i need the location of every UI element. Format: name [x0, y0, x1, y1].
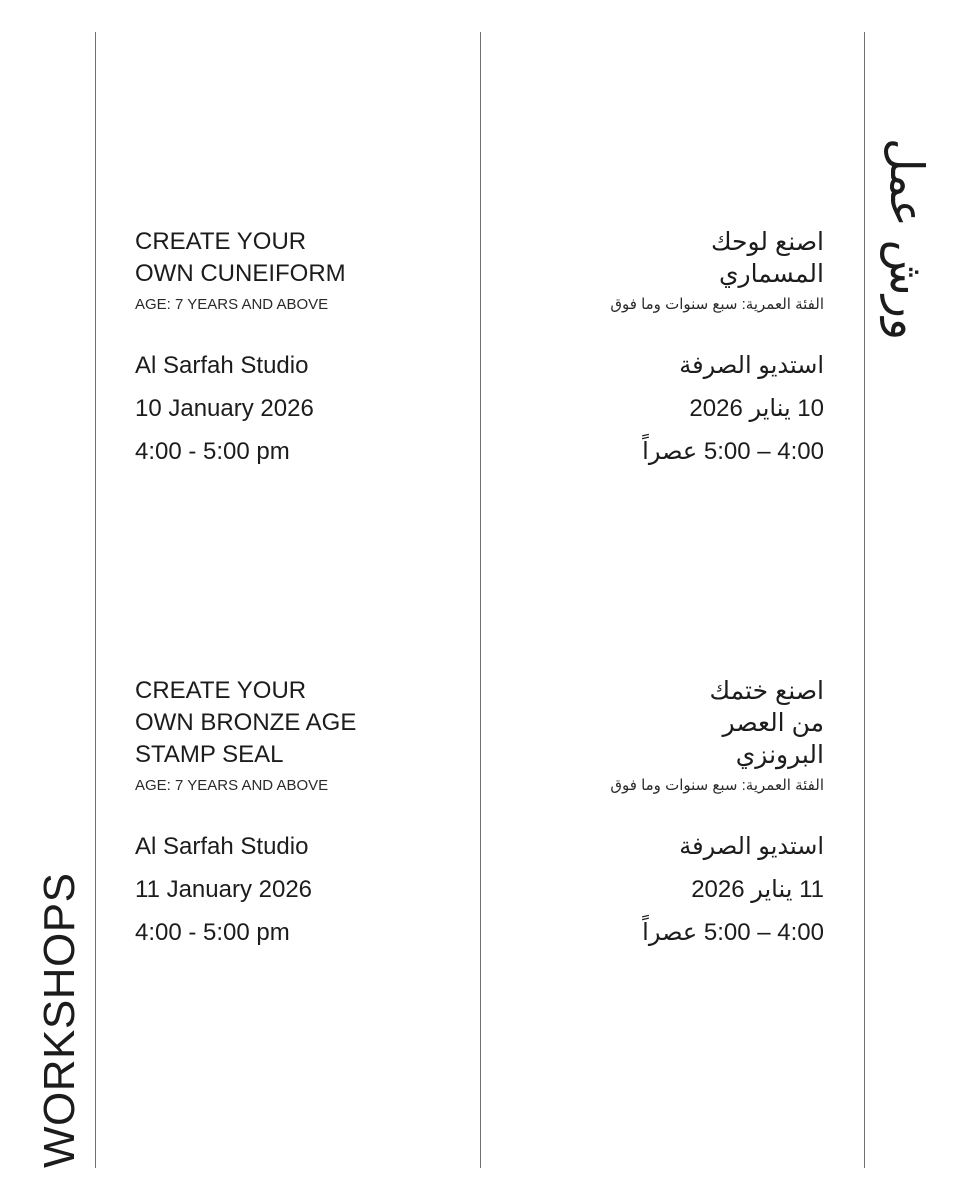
- workshop-2-en: [135, 675, 465, 964]
- time: 4:00 - 5:00 pm: [135, 919, 290, 946]
- age-label-ar: الفئة العمرية: سبع سنوات وما فوق: [610, 296, 824, 313]
- venue-ar: استديو الصرفة: [679, 833, 824, 860]
- age-label: AGE: 7 YEARS AND ABOVE: [135, 296, 329, 313]
- age-label: AGE: 7 YEARS AND ABOVE: [135, 777, 329, 794]
- workshop-2-ar: [504, 675, 824, 964]
- workshop-title: CREATE YOUR OWN BRONZE AGE STAMP SEAL: [135, 677, 357, 768]
- workshop-title-ar: اصنع ختمك من العصر البرونزي: [709, 677, 824, 769]
- workshop-details-ar: [504, 354, 824, 464]
- section-title-en: WORKSHOPS: [35, 872, 84, 1168]
- workshop-1-ar: [504, 226, 824, 483]
- divider-middle: [480, 32, 481, 1168]
- time-ar: 4:00 – 5:00 عصراً: [642, 919, 824, 946]
- workshop-details-ar: [504, 835, 824, 945]
- date: 11 January 2026: [135, 876, 313, 903]
- venue-ar: استديو الصرفة: [679, 352, 824, 379]
- age-label-ar: الفئة العمرية: سبع سنوات وما فوق: [610, 777, 824, 794]
- venue: Al Sarfah Studio: [135, 352, 309, 379]
- section-title-ar: ورش عمل: [881, 138, 933, 341]
- workshop-title-ar: اصنع لوحك المسماري: [710, 228, 824, 288]
- time-ar: 4:00 – 5:00 عصراً: [642, 438, 824, 465]
- divider-right: [864, 32, 865, 1168]
- time: 4:00 - 5:00 pm: [135, 438, 290, 465]
- workshop-1-en: [135, 226, 465, 483]
- workshop-details: [135, 835, 465, 945]
- date-ar: 10 يناير 2026: [689, 395, 824, 422]
- date: 10 January 2026: [135, 395, 314, 422]
- venue: Al Sarfah Studio: [135, 833, 309, 860]
- workshop-details: [135, 354, 465, 464]
- workshop-title: CREATE YOUR OWN CUNEIFORM: [135, 228, 346, 287]
- date-ar: 11 يناير 2026: [691, 876, 824, 903]
- divider-left: [95, 32, 96, 1168]
